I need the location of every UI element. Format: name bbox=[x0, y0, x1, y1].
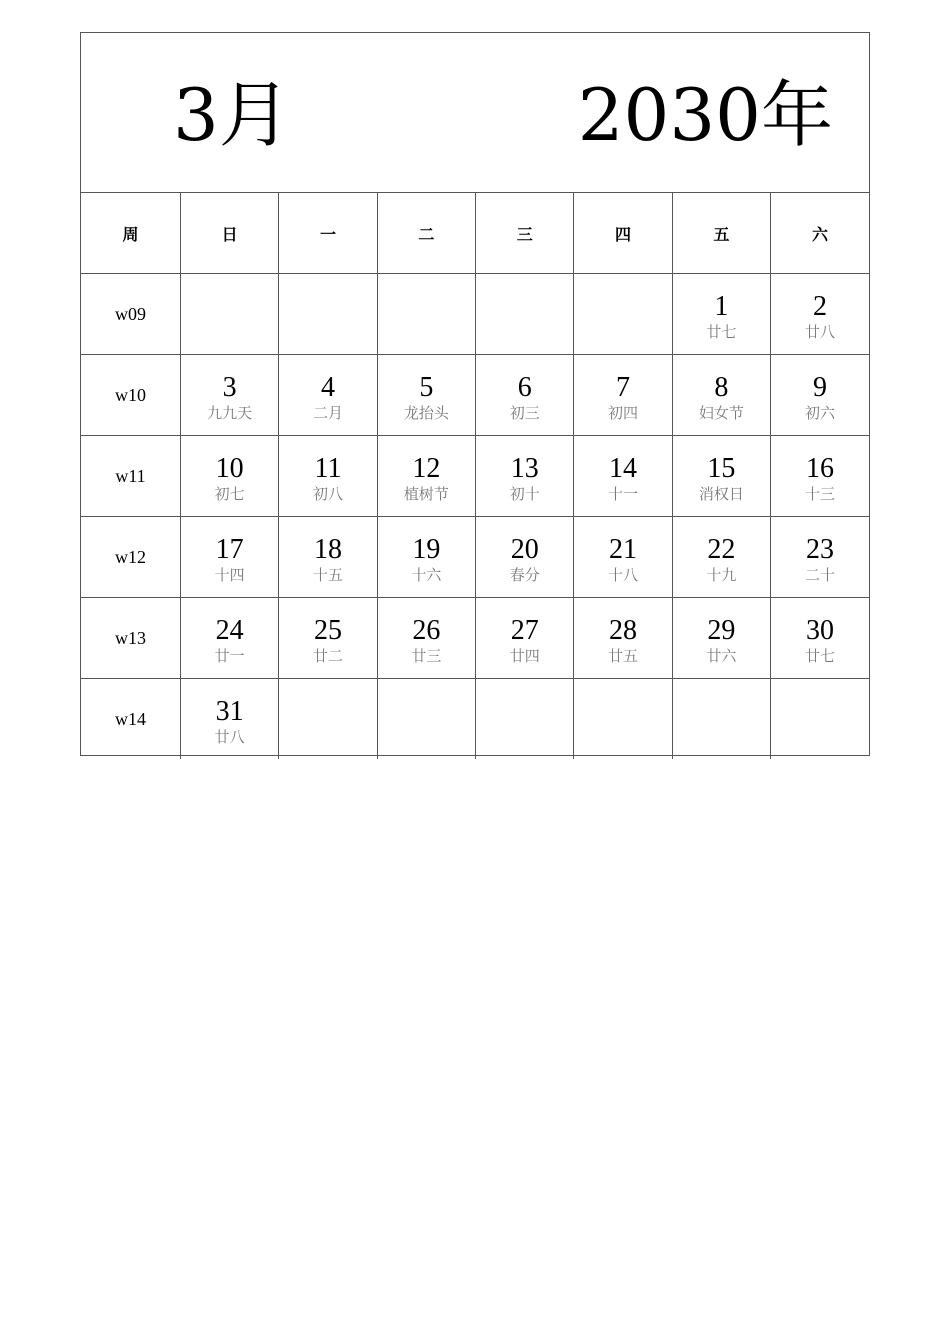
day-number: 23 bbox=[806, 533, 835, 565]
day-cell bbox=[476, 517, 574, 598]
day-number: 27 bbox=[510, 614, 539, 646]
lunar-date: 初十 bbox=[509, 484, 540, 503]
lunar-date: 廿六 bbox=[706, 646, 737, 665]
lunar-date: 十五 bbox=[313, 565, 344, 584]
lunar-date: 廿八 bbox=[214, 727, 245, 746]
empty-day-cell bbox=[574, 679, 672, 760]
day-cell bbox=[574, 598, 672, 679]
day-cell bbox=[181, 598, 279, 679]
day-cell bbox=[377, 598, 475, 679]
weekday-header-friday: 五 bbox=[672, 193, 770, 274]
calendar-grid bbox=[81, 193, 869, 759]
lunar-date: 廿四 bbox=[509, 646, 540, 665]
day-number: 7 bbox=[616, 371, 631, 403]
weekday-header-thursday: 四 bbox=[574, 193, 672, 274]
day-cell bbox=[181, 355, 279, 436]
lunar-date: 植树节 bbox=[403, 484, 449, 503]
weekday-header-row bbox=[81, 193, 869, 274]
week-number: w09 bbox=[81, 274, 181, 355]
week-number: w10 bbox=[81, 355, 181, 436]
empty-day-cell bbox=[574, 274, 672, 355]
lunar-date: 二十 bbox=[805, 565, 836, 584]
week-column-header: 周 bbox=[81, 193, 181, 274]
lunar-date: 廿二 bbox=[313, 646, 344, 665]
day-cell bbox=[574, 517, 672, 598]
calendar bbox=[80, 32, 870, 756]
empty-day-cell bbox=[279, 274, 377, 355]
day-cell bbox=[279, 598, 377, 679]
week-row bbox=[81, 436, 869, 517]
week-row bbox=[81, 517, 869, 598]
day-number: 18 bbox=[314, 533, 343, 565]
weekday-header-monday: 一 bbox=[279, 193, 377, 274]
weekday-header-tuesday: 二 bbox=[377, 193, 475, 274]
week-row bbox=[81, 679, 869, 760]
empty-day-cell bbox=[279, 679, 377, 760]
day-cell bbox=[574, 436, 672, 517]
day-cell bbox=[672, 598, 770, 679]
lunar-date: 廿七 bbox=[706, 322, 737, 341]
day-cell bbox=[181, 679, 279, 760]
empty-day-cell bbox=[377, 679, 475, 760]
weekday-header-saturday: 六 bbox=[771, 193, 869, 274]
day-number: 10 bbox=[215, 452, 244, 484]
day-number: 22 bbox=[707, 533, 736, 565]
day-number: 2 bbox=[813, 290, 828, 322]
week-number: w14 bbox=[81, 679, 181, 760]
day-number: 15 bbox=[707, 452, 736, 484]
day-cell bbox=[377, 355, 475, 436]
weekday-header-sunday: 日 bbox=[181, 193, 279, 274]
day-number: 6 bbox=[517, 371, 532, 403]
day-cell bbox=[672, 436, 770, 517]
day-cell bbox=[771, 436, 869, 517]
year-title: 2030年 bbox=[577, 73, 833, 157]
week-number: w11 bbox=[81, 436, 181, 517]
day-number: 17 bbox=[215, 533, 244, 565]
empty-day-cell bbox=[672, 679, 770, 760]
day-number: 19 bbox=[412, 533, 441, 565]
lunar-date: 廿七 bbox=[805, 646, 836, 665]
lunar-date: 十九 bbox=[706, 565, 737, 584]
empty-day-cell bbox=[771, 679, 869, 760]
day-number: 9 bbox=[813, 371, 828, 403]
lunar-date: 十四 bbox=[214, 565, 245, 584]
lunar-date: 廿一 bbox=[214, 646, 245, 665]
week-number: w12 bbox=[81, 517, 181, 598]
empty-day-cell bbox=[377, 274, 475, 355]
day-cell bbox=[476, 436, 574, 517]
day-number: 25 bbox=[314, 614, 343, 646]
day-number: 3 bbox=[222, 371, 237, 403]
day-number: 4 bbox=[321, 371, 336, 403]
day-number: 1 bbox=[714, 290, 729, 322]
day-number: 31 bbox=[215, 695, 244, 727]
day-cell bbox=[279, 517, 377, 598]
day-cell bbox=[181, 517, 279, 598]
calendar-header bbox=[81, 33, 869, 193]
day-number: 14 bbox=[609, 452, 638, 484]
day-cell bbox=[476, 598, 574, 679]
lunar-date: 九九天 bbox=[207, 403, 253, 422]
day-cell bbox=[377, 436, 475, 517]
day-number: 24 bbox=[215, 614, 244, 646]
day-cell bbox=[279, 436, 377, 517]
day-number: 30 bbox=[806, 614, 835, 646]
day-number: 28 bbox=[609, 614, 638, 646]
day-cell bbox=[377, 517, 475, 598]
lunar-date: 十一 bbox=[608, 484, 639, 503]
lunar-date: 初七 bbox=[214, 484, 245, 503]
day-cell bbox=[771, 274, 869, 355]
lunar-date: 龙抬头 bbox=[403, 403, 449, 422]
empty-day-cell bbox=[181, 274, 279, 355]
day-cell bbox=[672, 517, 770, 598]
day-number: 16 bbox=[806, 452, 835, 484]
lunar-date: 妇女节 bbox=[698, 403, 744, 422]
day-cell bbox=[771, 517, 869, 598]
lunar-date: 春分 bbox=[509, 565, 540, 584]
day-number: 8 bbox=[714, 371, 729, 403]
day-cell bbox=[672, 355, 770, 436]
day-cell bbox=[476, 355, 574, 436]
day-number: 5 bbox=[419, 371, 434, 403]
lunar-date: 廿八 bbox=[805, 322, 836, 341]
week-row bbox=[81, 355, 869, 436]
lunar-date: 初六 bbox=[805, 403, 836, 422]
lunar-date: 十八 bbox=[608, 565, 639, 584]
empty-day-cell bbox=[476, 274, 574, 355]
day-cell bbox=[181, 436, 279, 517]
day-number: 21 bbox=[609, 533, 638, 565]
lunar-date: 初四 bbox=[608, 403, 639, 422]
lunar-date: 初三 bbox=[509, 403, 540, 422]
lunar-date: 廿五 bbox=[608, 646, 639, 665]
day-cell bbox=[771, 355, 869, 436]
day-number: 11 bbox=[314, 452, 342, 484]
day-number: 13 bbox=[510, 452, 539, 484]
lunar-date: 消权日 bbox=[698, 484, 744, 503]
lunar-date: 二月 bbox=[313, 403, 344, 422]
day-number: 12 bbox=[412, 452, 441, 484]
day-number: 20 bbox=[510, 533, 539, 565]
month-title: 3月 bbox=[173, 73, 291, 157]
lunar-date: 廿三 bbox=[411, 646, 442, 665]
day-cell bbox=[279, 355, 377, 436]
weekday-header-wednesday: 三 bbox=[476, 193, 574, 274]
lunar-date: 十三 bbox=[805, 484, 836, 503]
week-number: w13 bbox=[81, 598, 181, 679]
day-cell bbox=[672, 274, 770, 355]
day-cell bbox=[771, 598, 869, 679]
week-row bbox=[81, 598, 869, 679]
day-number: 29 bbox=[707, 614, 736, 646]
lunar-date: 十六 bbox=[411, 565, 442, 584]
week-row bbox=[81, 274, 869, 355]
day-cell bbox=[574, 355, 672, 436]
empty-day-cell bbox=[476, 679, 574, 760]
lunar-date: 初八 bbox=[313, 484, 344, 503]
day-number: 26 bbox=[412, 614, 441, 646]
